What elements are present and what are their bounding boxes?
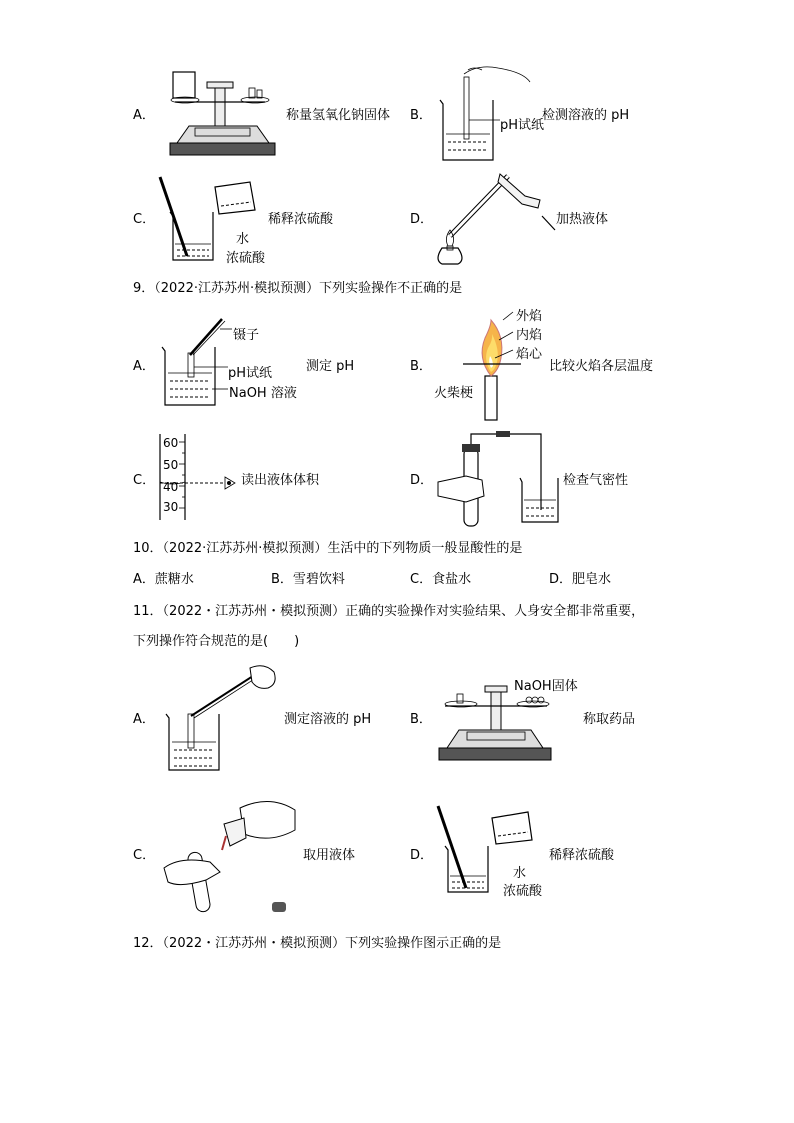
question-stem-cont: 下列操作符合规范的是( ) xyxy=(133,634,300,649)
ph-paper-label: pH试纸 xyxy=(228,366,273,381)
option-letter: D． xyxy=(410,212,434,227)
outer-flame-label: 外焰 xyxy=(516,309,543,324)
option-text: 加热液体 xyxy=(556,212,609,227)
question-stem: 12．（2022・江苏苏州・模拟预测）下列实验操作图示正确的是 xyxy=(133,936,502,951)
option-letter: A． xyxy=(133,712,155,727)
question-stem: 11．（2022・江苏苏州・模拟预测）正确的实验操作对实验结果、人身安全都非常重要， xyxy=(133,604,645,619)
option-text: 测定 pH xyxy=(306,359,355,374)
cylinder-tick: 50 xyxy=(163,458,179,472)
water-label: 水 xyxy=(513,866,527,881)
option-text: 检查气密性 xyxy=(563,473,629,488)
option-letter: B． xyxy=(410,712,432,727)
option-choice: D．肥皂水 xyxy=(549,572,612,587)
option-letter: D． xyxy=(410,848,434,863)
option-letter: D． xyxy=(410,473,434,488)
flame-core-label: 焰心 xyxy=(516,347,543,362)
option-letter: A． xyxy=(133,108,155,123)
option-text: 称量氢氧化钠固体 xyxy=(286,108,391,123)
cylinder-tick: 60 xyxy=(163,436,179,450)
option-text: 测定溶液的 pH xyxy=(284,712,372,727)
option-choice: B．雪碧饮料 xyxy=(271,572,345,587)
option-text: 稀释浓硫酸 xyxy=(268,212,334,227)
option-letter: C． xyxy=(133,473,156,488)
solution-label: NaOH 溶液 xyxy=(229,386,297,401)
option-text: 检测溶液的 pH xyxy=(542,108,630,123)
tweezers-label: 镊子 xyxy=(233,328,260,343)
option-letter: C． xyxy=(133,212,156,227)
inner-flame-label: 内焰 xyxy=(516,328,543,343)
airtightness-illustration xyxy=(436,430,566,528)
heating-illustration xyxy=(430,166,550,266)
water-label: 水 xyxy=(236,232,250,247)
naoh-solid-label: NaOH固体 xyxy=(514,679,578,694)
option-text: 称取药品 xyxy=(583,712,636,727)
ph-test-illustration xyxy=(164,662,284,774)
match-label: 火柴梗 xyxy=(434,386,474,401)
cylinder-tick: 40 xyxy=(163,480,179,494)
option-text: 读出液体体积 xyxy=(241,473,320,488)
beaker-ph-illustration xyxy=(438,62,538,162)
pouring-liquid-illustration xyxy=(160,796,300,918)
question-stem: 9．（2022·江苏苏州·模拟预测）下列实验操作不正确的是 xyxy=(133,281,463,296)
option-letter: B． xyxy=(410,359,432,374)
option-letter: A． xyxy=(133,359,155,374)
option-choice: A．蔗糖水 xyxy=(133,572,194,587)
option-text: 比较火焰各层温度 xyxy=(549,359,654,374)
option-letter: B． xyxy=(410,108,432,123)
option-text: 取用液体 xyxy=(303,848,356,863)
acid-label: 浓硫酸 xyxy=(226,251,266,266)
option-text: 稀释浓硫酸 xyxy=(549,848,615,863)
option-letter: C． xyxy=(133,848,156,863)
option-choice: C．食盐水 xyxy=(410,572,472,587)
question-stem: 10．（2022·江苏苏州·模拟预测）生活中的下列物质一般显酸性的是 xyxy=(133,541,523,556)
acid-label: 浓硫酸 xyxy=(503,884,543,899)
cylinder-tick: 30 xyxy=(163,500,179,514)
ph-paper-label: pH试纸 xyxy=(500,118,545,133)
balance-illustration xyxy=(165,68,280,158)
